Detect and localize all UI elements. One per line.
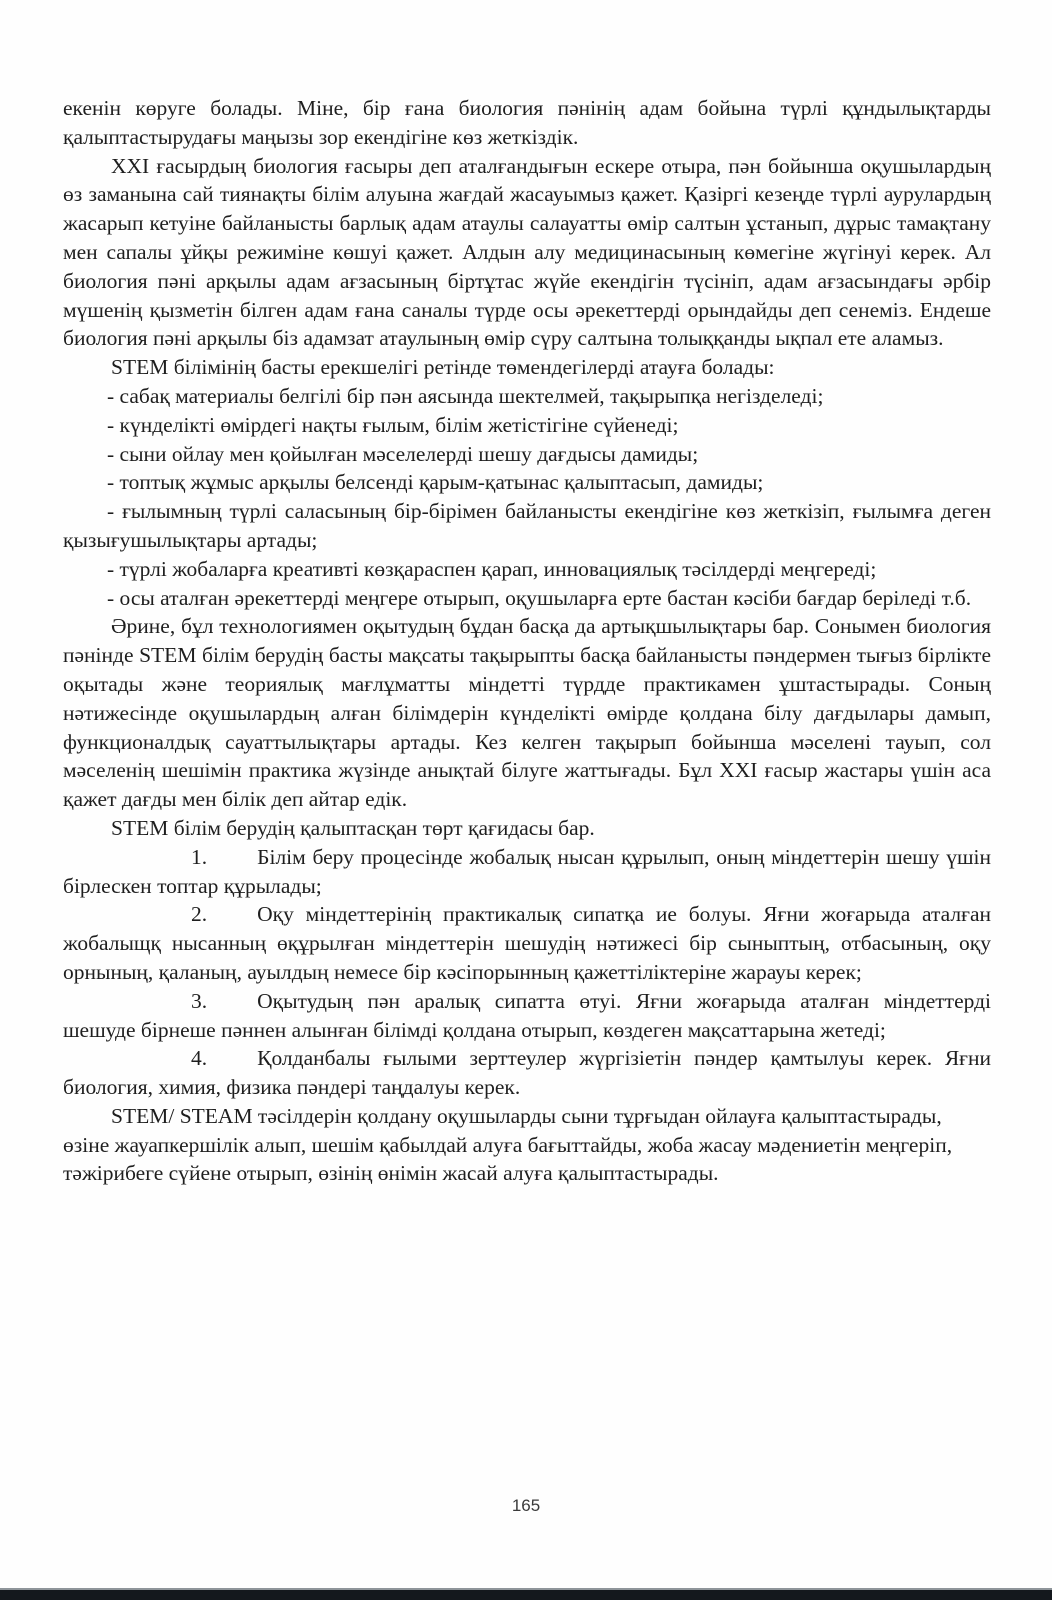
body-text (63, 94, 991, 1188)
item-text: Оқытудың пән аралық сипатта өтуі. Яғни жоғарыда аталған міндеттерді шешуде бірнеше пәннен алынған білімді қолдана отырып, көздеген мақсаттарына жетеді; (63, 988, 991, 1042)
paragraph-closing: STEM/ STEAM тәсілдерін қолдану оқушыларды сыни тұрғыдан ойлауға қалыптастырады, өзіне жауапкершілік алып, шешім қабылдай алуға бағыттайды, жоба жасау мәдениетін меңгеріп, тәжірибеге сүйене отырып, өзінің өнімін жасай алуға қалыптастырады. (63, 1103, 953, 1186)
list-item: - сыни ойлау мен қойылған мәселелерді шешу дағдысы дамиды; (107, 441, 699, 466)
item-number: 3. (191, 988, 208, 1013)
paragraph: Әрине, бұл технологиямен оқытудың бұдан басқа да артықшылықтары бар. Сонымен биология пәнінде STEM білім берудің басты мақсаты тақырыпты басқа байланысты пәндермен тығыз бірлікте оқытады және теориялық мағлұматты міндетті түрдде практикамен ұштастырады. Соның нәтижесінде оқушылардың алған білімдерін күнделікті өмірде қолдана білу дағдылары дамып, функционалдық сауаттылықтары артады. Кез келген тақырып бойынша мәселені тауып, сол мәселенің шешімін практика жүзінде анықтай білуге жаттығады. Бұл XXI ғасыр жастары үшін аса қажет дағды мен білік деп айтар едік. (63, 614, 991, 812)
item-text: Қолданбалы ғылыми зерттеулер жүргізіетін пәндер қамтылуы керек. Яғни биология, химия, физика пәндері таңдалуы керек. (63, 1046, 991, 1100)
paragraph-four-principles: STEM білім берудің қалыптасқан төрт қағидасы бар. (111, 815, 595, 840)
paragraph-continuation: екенін көруге болады. Міне, бір ғана биология пәнінің адам бойына түрлі құндылықтарды қалыптастырудағы маңызы зор екендігіне көз жеткіздік. (63, 96, 991, 149)
list-item: - түрлі жобаларға креативті көзқараспен қарап, инновациялық тәсілдерді меңгереді; (107, 556, 877, 581)
paragraph: XXI ғасырдың биология ғасыры деп аталғандығын ескере отыра, пән бойынша оқушылардың өз заманына сай тиянақты білім алуына жағдай жасауымыз қажет. Қазіргі кезеңде түрлі аурулардың жасарып кетуіне байланысты барлық адам атаулы салауатты өмір салтын ұстанып, дұрыс тамақтану мен сапалы ұйқы режиміне көшуі қажет. Алдын алу медицинасының көмегіне жүгінуі керек. Ал биология пәні арқылы адам ағзасының біртұтас жүйе екендігін түсініп, адам ағзасындағы әрбір мүшенің қызметін білген адам ғана саналы түрде осы әрекеттерді орындайды деп сенеміз. Ендеше биология пәні арқылы біз адамзат атаулының өмір сүру салтына толыққанды ықпал ете аламыз. (63, 153, 991, 351)
numbered-item (63, 987, 991, 1045)
list-item: - сабақ материалы белгілі бір пән аясында шектелмей, тақырыпқа негізделеді; (107, 383, 824, 408)
numbered-item (63, 900, 991, 986)
scan-edge-bar (0, 1588, 1052, 1600)
item-text: Оқу міндеттерінің практикалық сипатқа ие болуы. Яғни жоғарыда аталған жобалыщқ нысанның өқұрылған міндеттерін шешудің нәтижесі бір сыныптың, отбасының, оқу орнының, қаланың, ауылдың немесе бір кәсіпорынның қажеттіліктеріне жарауы керек; (63, 902, 991, 984)
item-number: 4. (191, 1046, 208, 1071)
paragraph-stem-intro: STEM білімінің басты ерекшелігі ретінде төмендегілерді атауға болады: (111, 355, 775, 380)
item-number: 2. (191, 902, 208, 927)
list-item: - ғылымның түрлі саласының бір-бірімен байланысты екендігіне көз жеткізіп, ғылымға деген қызығушылықтары артады; (63, 499, 991, 552)
item-number: 1. (191, 844, 208, 869)
numbered-item (63, 1044, 991, 1102)
page-number: 165 (511, 1496, 541, 1515)
list-item: - осы аталған әрекеттерді меңгере отырып, оқушыларға ерте бастан кәсіби бағдар беріледі т.б. (107, 585, 972, 610)
list-item: - топтық жұмыс арқылы белсенді қарым-қатынас қалыптасып, дамиды; (107, 470, 764, 495)
item-text: Білім беру процесінде жобалық нысан құрылып, оның міндеттерін шешу үшін бірлескен топтар құрылады; (63, 844, 991, 898)
list-item: - күнделікті өмірдегі нақты ғылым, білім жетістігіне сүйенеді; (107, 412, 679, 437)
numbered-item (63, 843, 991, 901)
